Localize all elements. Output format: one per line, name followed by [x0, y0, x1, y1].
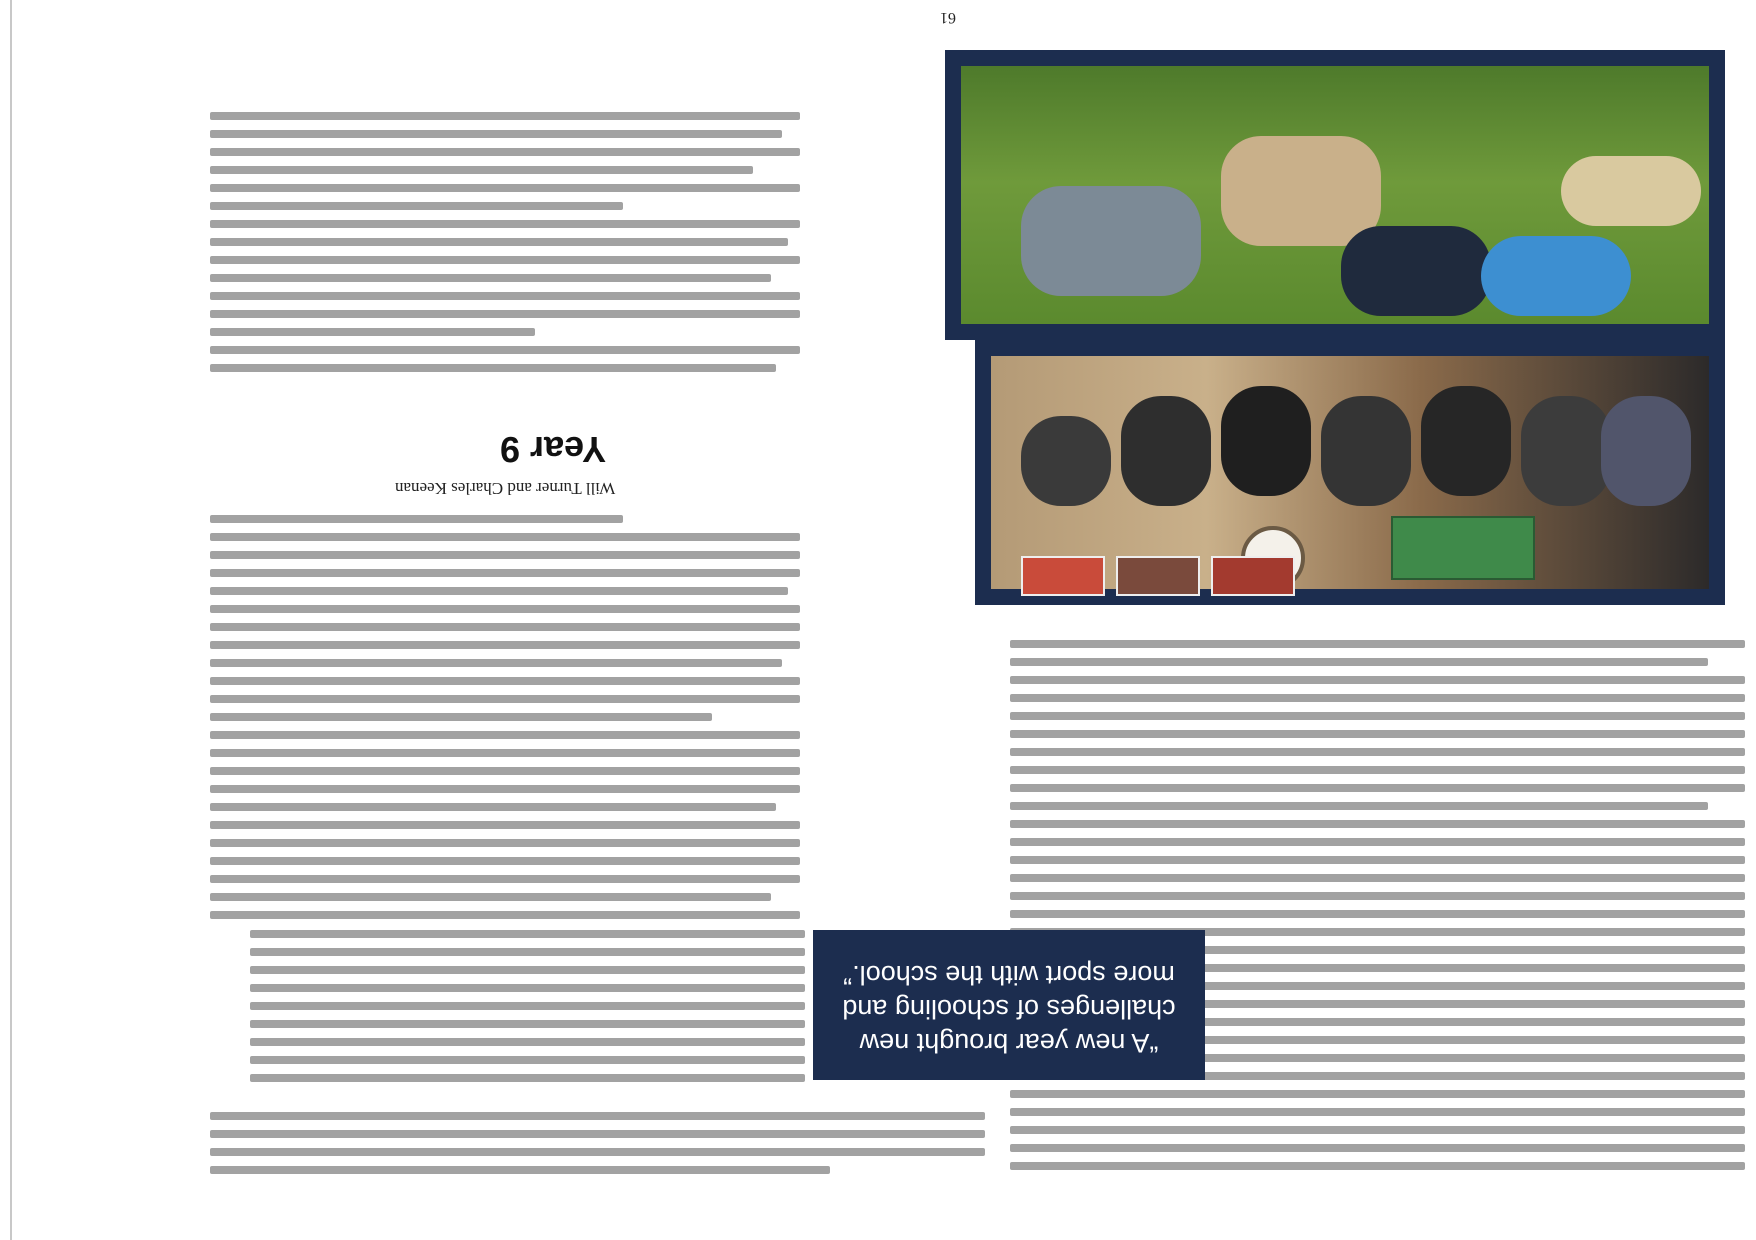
notice-board	[1391, 516, 1535, 580]
student-figure	[1521, 396, 1611, 506]
player-figure	[1221, 136, 1381, 246]
player-figure	[1021, 186, 1201, 296]
year10-body-text	[210, 515, 800, 935]
section-heading: Year 9	[500, 429, 607, 470]
pull-quote: “A new year brought new challenges of schooling and more sport with the school.”	[813, 930, 1205, 1080]
student-figure	[1221, 386, 1311, 496]
player-figure	[1561, 156, 1701, 226]
wall-poster	[1116, 556, 1200, 596]
year9-body-text	[210, 112, 800, 412]
student-figure	[1021, 416, 1111, 506]
wall-poster	[1021, 556, 1105, 596]
player-figure	[1481, 236, 1631, 316]
student-figure	[1321, 396, 1411, 506]
scan-edge	[10, 0, 12, 1240]
group-photo-image	[991, 356, 1709, 589]
opening-body-text	[1010, 640, 1745, 1210]
sports-photo-image	[961, 66, 1709, 324]
page-number: 61	[940, 9, 956, 26]
author-credit: Will Turner and Charles Keenan	[395, 479, 616, 498]
wall-poster	[1211, 556, 1295, 596]
sports-body-text	[250, 930, 805, 1110]
sports-photo	[945, 50, 1725, 340]
player-figure	[1341, 226, 1491, 316]
student-figure	[1121, 396, 1211, 506]
group-photo	[975, 340, 1725, 605]
sports-achievements-text	[210, 1112, 985, 1212]
student-figure	[1421, 386, 1511, 496]
student-figure	[1601, 396, 1691, 506]
